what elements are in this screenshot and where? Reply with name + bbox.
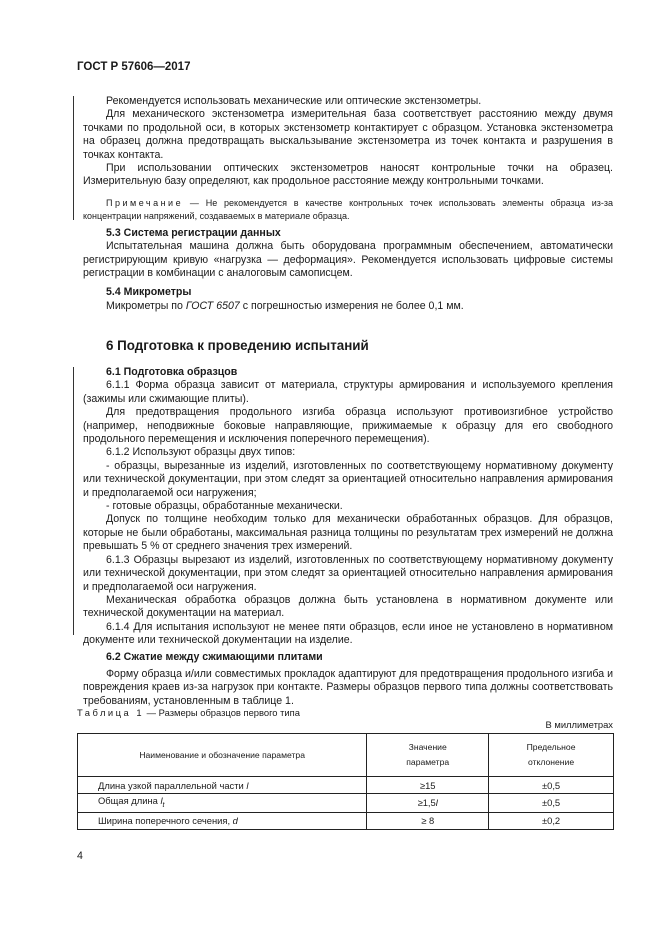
table-cell bbox=[78, 794, 367, 813]
list-item: - готовые образцы, обработанные механически. bbox=[106, 500, 343, 513]
param-name: Длина узкой параллельной части bbox=[98, 779, 247, 791]
table-header-row bbox=[78, 734, 614, 777]
text: Микрометры по bbox=[106, 299, 186, 312]
paragraph: При использовании оптических экстензометров наносят контрольные точки на образец. Измерительную базу определяют, как продольное расстояние между контрольными точками. bbox=[83, 162, 613, 188]
paragraph: Форму образца и/или совместимых прокладок адаптируют для предотвращения продольного изгиба и повреждения краев из-за нагрузок при контакте. Размеры образцов первого типа должны соответствовать требованиям, установленным в таблице 1. bbox=[83, 667, 613, 707]
paragraph: Механическая обработка образцов должна быть установлена в нормативном документе или технической документации на материал. bbox=[83, 593, 613, 620]
table-cell: ±0,5 bbox=[489, 777, 614, 794]
table-cell: ±0,2 bbox=[489, 812, 614, 829]
section-6-title: 6 Подготовка к проведению испытаний bbox=[106, 338, 369, 353]
text: с погрешностью измерения не более 0,1 мм. bbox=[239, 299, 464, 312]
section-6-1-title: 6.1 Подготовка образцов bbox=[106, 366, 238, 378]
table-row bbox=[78, 794, 614, 813]
table-header-cell bbox=[489, 734, 614, 777]
header-text: Предельное отклонение bbox=[526, 742, 576, 767]
param-subscript: t bbox=[162, 801, 165, 809]
table-cell bbox=[367, 794, 489, 813]
table-header-cell bbox=[367, 734, 489, 777]
section-5-4-title: 5.4 Микрометры bbox=[106, 286, 192, 299]
section-5-block bbox=[83, 95, 613, 313]
table-caption-text: — Размеры образцов первого типа bbox=[144, 707, 300, 718]
param-name: Общая длина bbox=[98, 795, 161, 806]
value-symbol: l bbox=[435, 797, 438, 809]
param-name: Ширина поперечного сечения, bbox=[98, 815, 233, 827]
value-text: ≥1,5 bbox=[417, 797, 436, 809]
note-text: — Не рекомендуется в качестве контрольных точек использовать элементы образца из-за концентрации напряжений, создаваемых в материале образца. bbox=[83, 197, 613, 221]
table-unit: В миллиметрах bbox=[545, 719, 613, 730]
table-header-cell: Наименование и обозначение параметра bbox=[78, 734, 367, 777]
header-text: Значение параметра bbox=[406, 742, 450, 767]
paragraph: Испытательная машина должна быть оборудована программным обеспечением, автоматически регистрирующим кривую «нагрузка — деформация». Рекомендуется использовать цифровые системы регистрации в комбинации с аналоговым самописцем. bbox=[83, 240, 613, 280]
param-symbol: d bbox=[232, 815, 238, 827]
table-row bbox=[78, 777, 614, 794]
standard-reference: ГОСТ 6507 bbox=[185, 299, 240, 312]
table-cell: ≥ 8 bbox=[367, 812, 489, 829]
paragraph: 6.1.2 Используют образцы двух типов: bbox=[106, 446, 296, 459]
paragraph: Для механического экстензометра измерительная база соответствует расстоянию между двумя точками по продольной оси, в которых экстензометр контактирует с образцом. Установка экстензометра на образец должна предотвращать выскальзывание экстензометра из точек контакта и разрушения в точках контакта. bbox=[83, 108, 613, 161]
table-cell bbox=[78, 812, 367, 829]
param-symbol: l bbox=[246, 779, 249, 791]
table-row bbox=[78, 812, 614, 829]
paragraph: Допуск по толщине необходим только для механически обработанных образцов. Для образцов, которые не были обработаны, максимальная разница толщины по результатам трех измерений не должна превышать 5 % от среднего значения трех измерений. bbox=[83, 513, 613, 553]
table-cell bbox=[78, 777, 367, 794]
paragraph: 6.1.1 Форма образца зависит от материала, структуры армирования и используемого крепления (зажимы или сжимающие плиты). bbox=[83, 379, 613, 405]
revision-bar bbox=[73, 96, 74, 220]
section-6-block bbox=[83, 366, 613, 708]
table-caption bbox=[77, 706, 300, 719]
section-6-2-title: 6.2 Сжатие между сжимающими плитами bbox=[106, 650, 323, 663]
table-cell: ±0,5 bbox=[489, 794, 614, 813]
paragraph: 6.1.4 Для испытания используют не менее пяти образцов, если иное не установлено в нормативном документе или технической документации на изделие. bbox=[83, 620, 613, 647]
section-5-3-title: 5.3 Система регистрации данных bbox=[106, 226, 281, 239]
revision-bar bbox=[73, 367, 74, 635]
list-item: - образцы, вырезанные из изделий, изготовленных по соответствующему нормативному документу или технической документации, при этом следят за ориентацией относительно направления армирования и предполагаемой оси нагружения; bbox=[83, 459, 613, 499]
paragraph: Для предотвращения продольного изгиба образца используют противоизгибное устройство (например, неподвижные боковые направляющие, прижимаемые к образцу для его свободного продольного перемещения и исключения поперечного перемещения). bbox=[83, 406, 613, 446]
document-header: ГОСТ Р 57606—2017 bbox=[77, 61, 191, 73]
table-caption-label: Таблица 1 bbox=[77, 707, 145, 718]
param-symbol: l bbox=[160, 795, 163, 806]
page-number: 4 bbox=[77, 850, 83, 862]
paragraph: 6.1.3 Образцы вырезают из изделий, изготовленных по соответствующему нормативному документу или технической документации, при этом следят за ориентацией относительно направления армирования и предполагаемой оси нагружения. bbox=[83, 553, 613, 593]
note bbox=[83, 197, 613, 223]
note-label: Примечание bbox=[106, 197, 184, 208]
paragraph: Рекомендуется использовать механические или оптические экстензометры. bbox=[106, 95, 482, 107]
specimen-dimensions-table bbox=[77, 733, 614, 830]
paragraph bbox=[83, 300, 613, 313]
table-cell: ≥15 bbox=[367, 777, 489, 794]
